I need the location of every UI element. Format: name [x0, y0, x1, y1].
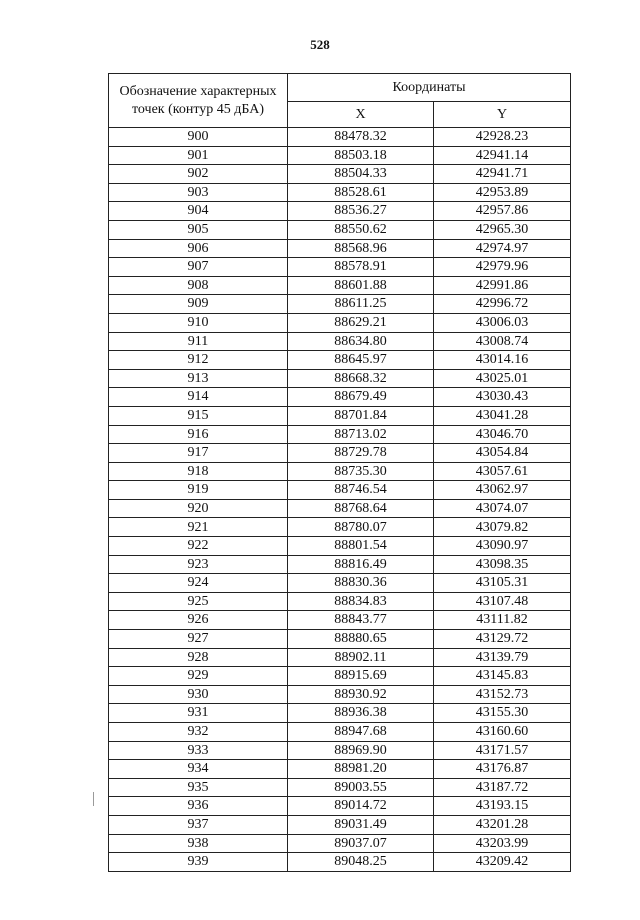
y-coordinate-cell: 43111.82 [434, 611, 571, 630]
point-id-cell: 920 [109, 499, 288, 518]
table-row [109, 146, 571, 165]
coordinates-table [108, 73, 571, 872]
point-id-cell: 904 [109, 202, 288, 221]
header-coordinates: Координаты [288, 74, 571, 102]
y-coordinate-cell: 43160.60 [434, 723, 571, 742]
y-coordinate-cell: 43062.97 [434, 481, 571, 500]
y-coordinate-cell: 43155.30 [434, 704, 571, 723]
x-coordinate-cell: 88550.62 [288, 220, 434, 239]
point-id-cell: 901 [109, 146, 288, 165]
x-coordinate-cell: 88729.78 [288, 444, 434, 463]
x-coordinate-cell: 88668.32 [288, 369, 434, 388]
y-coordinate-cell: 43139.79 [434, 648, 571, 667]
table-row [109, 313, 571, 332]
page-number: 528 [310, 37, 330, 52]
x-coordinate-cell: 88768.64 [288, 499, 434, 518]
y-coordinate-cell: 43057.61 [434, 462, 571, 481]
y-coordinate-cell: 43152.73 [434, 685, 571, 704]
y-coordinate-cell: 43187.72 [434, 778, 571, 797]
x-coordinate-cell: 88915.69 [288, 667, 434, 686]
table-row [109, 537, 571, 556]
table-row [109, 685, 571, 704]
x-coordinate-cell: 88713.02 [288, 425, 434, 444]
table-row [109, 220, 571, 239]
y-coordinate-cell: 43201.28 [434, 815, 571, 834]
y-coordinate-cell: 42996.72 [434, 295, 571, 314]
x-coordinate-cell: 88930.92 [288, 685, 434, 704]
table-row [109, 853, 571, 872]
y-coordinate-cell: 43079.82 [434, 518, 571, 537]
y-coordinate-cell: 43098.35 [434, 555, 571, 574]
table-row [109, 332, 571, 351]
table-row [109, 741, 571, 760]
point-id-cell: 909 [109, 295, 288, 314]
point-id-cell: 926 [109, 611, 288, 630]
table-row [109, 462, 571, 481]
y-coordinate-cell: 43203.99 [434, 834, 571, 853]
point-id-cell: 921 [109, 518, 288, 537]
point-id-cell: 914 [109, 388, 288, 407]
table-row [109, 388, 571, 407]
point-id-cell: 928 [109, 648, 288, 667]
x-coordinate-cell: 89037.07 [288, 834, 434, 853]
point-id-cell: 910 [109, 313, 288, 332]
y-coordinate-cell: 43074.07 [434, 499, 571, 518]
x-coordinate-cell: 88645.97 [288, 351, 434, 370]
point-id-cell: 923 [109, 555, 288, 574]
point-id-cell: 934 [109, 760, 288, 779]
table-row [109, 481, 571, 500]
y-coordinate-cell: 43209.42 [434, 853, 571, 872]
y-coordinate-cell: 42965.30 [434, 220, 571, 239]
x-coordinate-cell: 88503.18 [288, 146, 434, 165]
point-id-cell: 917 [109, 444, 288, 463]
x-coordinate-cell: 88701.84 [288, 406, 434, 425]
table-row [109, 648, 571, 667]
x-coordinate-cell: 88611.25 [288, 295, 434, 314]
table-row [109, 592, 571, 611]
x-coordinate-cell: 89003.55 [288, 778, 434, 797]
table-row [109, 351, 571, 370]
point-id-cell: 902 [109, 165, 288, 184]
x-coordinate-cell: 88528.61 [288, 183, 434, 202]
coordinates-table-body [109, 128, 571, 872]
table-row [109, 723, 571, 742]
point-id-cell: 911 [109, 332, 288, 351]
y-coordinate-cell: 43008.74 [434, 332, 571, 351]
table-row [109, 630, 571, 649]
scan-artifact-mark [93, 792, 94, 806]
table-row [109, 797, 571, 816]
table-row [109, 128, 571, 147]
table-row [109, 760, 571, 779]
table-row [109, 518, 571, 537]
table-row [109, 183, 571, 202]
x-coordinate-cell: 88536.27 [288, 202, 434, 221]
table-row [109, 704, 571, 723]
header-y: Y [434, 102, 571, 128]
point-id-cell: 933 [109, 741, 288, 760]
table-row [109, 555, 571, 574]
point-id-cell: 937 [109, 815, 288, 834]
x-coordinate-cell: 88902.11 [288, 648, 434, 667]
point-id-cell: 900 [109, 128, 288, 147]
table-row [109, 499, 571, 518]
table-row [109, 276, 571, 295]
point-id-cell: 924 [109, 574, 288, 593]
point-id-cell: 935 [109, 778, 288, 797]
point-id-cell: 927 [109, 630, 288, 649]
x-coordinate-cell: 89031.49 [288, 815, 434, 834]
y-coordinate-cell: 42991.86 [434, 276, 571, 295]
x-coordinate-cell: 88578.91 [288, 258, 434, 277]
x-coordinate-cell: 88634.80 [288, 332, 434, 351]
y-coordinate-cell: 42979.96 [434, 258, 571, 277]
x-coordinate-cell: 89014.72 [288, 797, 434, 816]
x-coordinate-cell: 88679.49 [288, 388, 434, 407]
point-id-cell: 919 [109, 481, 288, 500]
point-id-cell: 922 [109, 537, 288, 556]
point-id-cell: 916 [109, 425, 288, 444]
x-coordinate-cell: 88746.54 [288, 481, 434, 500]
y-coordinate-cell: 42941.71 [434, 165, 571, 184]
point-id-cell: 938 [109, 834, 288, 853]
x-coordinate-cell: 88629.21 [288, 313, 434, 332]
x-coordinate-cell: 88478.32 [288, 128, 434, 147]
x-coordinate-cell: 89048.25 [288, 853, 434, 872]
table-row [109, 667, 571, 686]
x-coordinate-cell: 88843.77 [288, 611, 434, 630]
x-coordinate-cell: 88830.36 [288, 574, 434, 593]
table-row [109, 778, 571, 797]
x-coordinate-cell: 88880.65 [288, 630, 434, 649]
y-coordinate-cell: 43176.87 [434, 760, 571, 779]
y-coordinate-cell: 42941.14 [434, 146, 571, 165]
x-coordinate-cell: 88735.30 [288, 462, 434, 481]
point-id-cell: 906 [109, 239, 288, 258]
point-id-cell: 925 [109, 592, 288, 611]
point-id-cell: 907 [109, 258, 288, 277]
point-id-cell: 903 [109, 183, 288, 202]
y-coordinate-cell: 42957.86 [434, 202, 571, 221]
table-row [109, 834, 571, 853]
table-row [109, 295, 571, 314]
x-coordinate-cell: 88504.33 [288, 165, 434, 184]
x-coordinate-cell: 88947.68 [288, 723, 434, 742]
point-id-cell: 930 [109, 685, 288, 704]
y-coordinate-cell: 42928.23 [434, 128, 571, 147]
table-row [109, 406, 571, 425]
point-id-cell: 932 [109, 723, 288, 742]
x-coordinate-cell: 88981.20 [288, 760, 434, 779]
table-row [109, 239, 571, 258]
y-coordinate-cell: 43025.01 [434, 369, 571, 388]
point-id-cell: 913 [109, 369, 288, 388]
point-id-cell: 915 [109, 406, 288, 425]
table-row [109, 202, 571, 221]
header-point-designation: Обозначение характерных точек (контур 45 дБА) [109, 74, 288, 128]
x-coordinate-cell: 88801.54 [288, 537, 434, 556]
y-coordinate-cell: 43105.31 [434, 574, 571, 593]
x-coordinate-cell: 88601.88 [288, 276, 434, 295]
y-coordinate-cell: 42974.97 [434, 239, 571, 258]
point-id-cell: 939 [109, 853, 288, 872]
table-row [109, 369, 571, 388]
x-coordinate-cell: 88969.90 [288, 741, 434, 760]
point-id-cell: 908 [109, 276, 288, 295]
point-id-cell: 929 [109, 667, 288, 686]
point-id-cell: 918 [109, 462, 288, 481]
y-coordinate-cell: 43054.84 [434, 444, 571, 463]
y-coordinate-cell: 43193.15 [434, 797, 571, 816]
table-row [109, 611, 571, 630]
y-coordinate-cell: 43107.48 [434, 592, 571, 611]
x-coordinate-cell: 88816.49 [288, 555, 434, 574]
x-coordinate-cell: 88834.83 [288, 592, 434, 611]
table-row [109, 815, 571, 834]
y-coordinate-cell: 42953.89 [434, 183, 571, 202]
y-coordinate-cell: 43171.57 [434, 741, 571, 760]
table-row [109, 574, 571, 593]
table-row [109, 444, 571, 463]
header-x: X [288, 102, 434, 128]
y-coordinate-cell: 43030.43 [434, 388, 571, 407]
point-id-cell: 912 [109, 351, 288, 370]
table-row [109, 425, 571, 444]
x-coordinate-cell: 88936.38 [288, 704, 434, 723]
table-row [109, 165, 571, 184]
y-coordinate-cell: 43145.83 [434, 667, 571, 686]
y-coordinate-cell: 43006.03 [434, 313, 571, 332]
x-coordinate-cell: 88568.96 [288, 239, 434, 258]
y-coordinate-cell: 43046.70 [434, 425, 571, 444]
x-coordinate-cell: 88780.07 [288, 518, 434, 537]
y-coordinate-cell: 43041.28 [434, 406, 571, 425]
y-coordinate-cell: 43014.16 [434, 351, 571, 370]
y-coordinate-cell: 43129.72 [434, 630, 571, 649]
point-id-cell: 936 [109, 797, 288, 816]
y-coordinate-cell: 43090.97 [434, 537, 571, 556]
table-row [109, 258, 571, 277]
point-id-cell: 931 [109, 704, 288, 723]
point-id-cell: 905 [109, 220, 288, 239]
